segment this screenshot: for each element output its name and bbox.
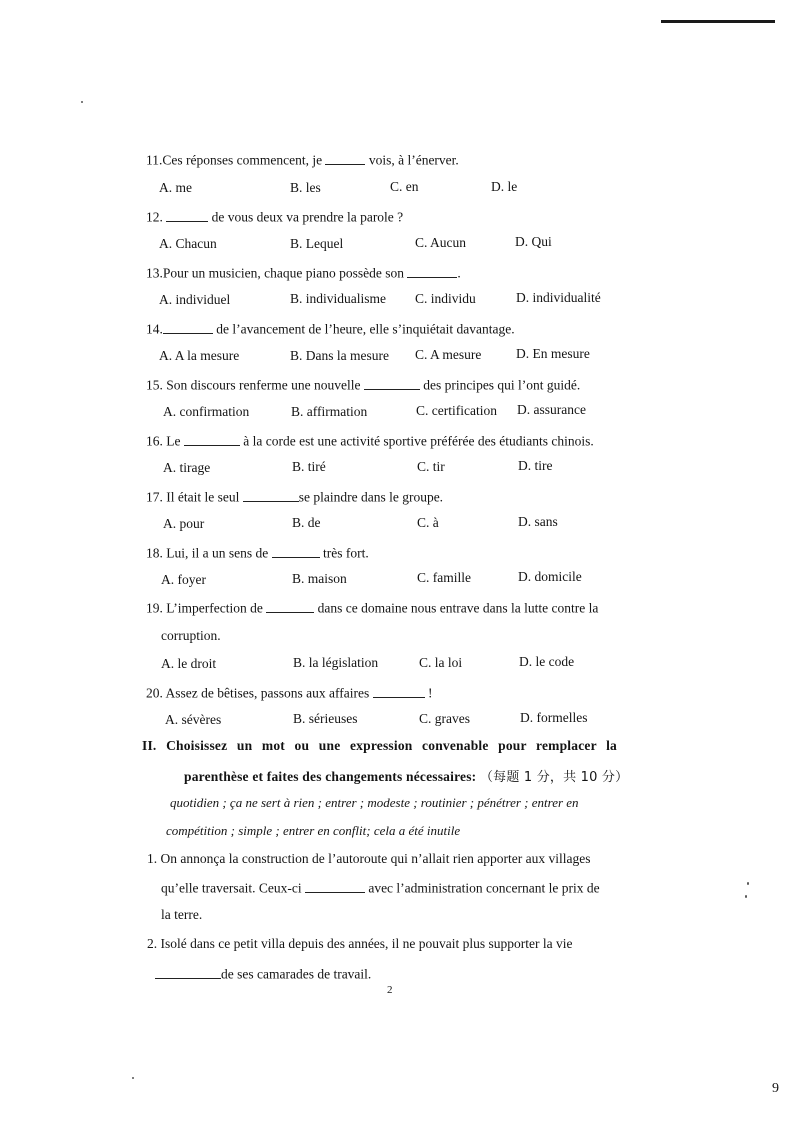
question-text: Le bbox=[166, 433, 184, 449]
section-points: （每题 1 分，共 10 分） bbox=[479, 770, 629, 785]
question-text: dans ce domaine nous entrave dans la lutte contre la bbox=[314, 600, 599, 616]
exercise-item-1-line3: la terre. bbox=[161, 907, 203, 922]
question-number: 11. bbox=[146, 152, 163, 168]
corner-number: 9 bbox=[772, 1081, 779, 1096]
option: C. graves bbox=[419, 711, 470, 726]
option: B. maison bbox=[292, 571, 347, 586]
page-number: 2 bbox=[387, 984, 393, 996]
question-15 bbox=[146, 375, 580, 394]
answer-blank bbox=[325, 150, 365, 165]
option: B. affirmation bbox=[291, 404, 368, 419]
section-numeral: II. bbox=[142, 738, 157, 753]
answer-blank bbox=[155, 964, 221, 979]
item-text: de ses camarades de travail. bbox=[221, 966, 372, 982]
answer-blank bbox=[305, 878, 365, 893]
question-text: ! bbox=[424, 685, 433, 701]
item-text: Isolé dans ce petit villa depuis des années, il ne pouvait plus supporter la vie bbox=[160, 936, 573, 951]
question-number: 14. bbox=[146, 321, 163, 337]
question-text: Pour un musicien, chaque piano possède son bbox=[162, 265, 408, 281]
question-text: Lui, il a un sens de bbox=[166, 545, 272, 561]
answer-blank bbox=[184, 431, 240, 446]
option: A. le droit bbox=[161, 656, 217, 671]
question-19-continuation: corruption. bbox=[161, 628, 221, 643]
option: A. pour bbox=[163, 516, 205, 531]
question-number: 18. bbox=[146, 545, 167, 561]
option: D. le code bbox=[519, 654, 575, 669]
option: C. Aucun bbox=[415, 235, 467, 250]
question-20 bbox=[146, 683, 432, 702]
option: D. assurance bbox=[517, 402, 586, 417]
option: D. formelles bbox=[520, 710, 588, 725]
scan-speck bbox=[747, 882, 749, 885]
option: D. tire bbox=[518, 458, 553, 473]
question-14 bbox=[146, 319, 515, 338]
scan-speck bbox=[81, 101, 83, 103]
option: C. en bbox=[390, 179, 419, 194]
option: A. me bbox=[159, 180, 192, 195]
question-number: 16. bbox=[146, 433, 167, 449]
question-text: des principes qui l’ont guidé. bbox=[419, 377, 581, 393]
top-rule bbox=[661, 20, 775, 23]
option: D. le bbox=[491, 179, 518, 194]
question-number: 12. bbox=[146, 209, 167, 225]
question-number: 15. bbox=[146, 377, 167, 393]
option: B. Lequel bbox=[290, 236, 344, 251]
option: A. foyer bbox=[161, 572, 206, 587]
answer-blank bbox=[243, 487, 299, 502]
option: C. à bbox=[417, 515, 439, 530]
question-13 bbox=[146, 263, 461, 282]
question-16 bbox=[146, 431, 594, 450]
question-text: L’imperfection de bbox=[166, 600, 267, 616]
question-text: de vous deux va prendre la parole ? bbox=[208, 209, 404, 225]
option: A. Chacun bbox=[159, 236, 217, 251]
answer-blank bbox=[364, 375, 420, 390]
question-18 bbox=[146, 543, 369, 562]
question-number: 13. bbox=[146, 265, 163, 281]
option: D. domicile bbox=[518, 569, 582, 584]
answer-blank bbox=[407, 263, 457, 278]
question-11 bbox=[146, 150, 459, 169]
option: B. Dans la mesure bbox=[290, 348, 389, 363]
item-text: avec l’administration concernant le prix de bbox=[364, 880, 600, 896]
option: B. la législation bbox=[293, 655, 379, 670]
answer-blank bbox=[373, 683, 425, 698]
option: B. les bbox=[290, 180, 321, 195]
word-bank-line: quotidien ; ça ne sert à rien ; entrer ; modeste ; routinier ; pénétrer ; entrer en bbox=[170, 795, 579, 810]
option: D. Qui bbox=[515, 234, 552, 249]
answer-blank bbox=[272, 543, 320, 558]
question-19 bbox=[146, 598, 598, 617]
section-title: parenthèse et faites des changements nécessaires: bbox=[184, 769, 477, 784]
question-text: Assez de bêtises, passons aux affaires bbox=[165, 685, 373, 701]
question-text: à la corde est une activité sportive préférée des étudiants chinois. bbox=[239, 433, 594, 449]
item-text: qu’elle traversait. Ceux-ci bbox=[161, 880, 305, 896]
scan-speck bbox=[132, 1077, 134, 1079]
option: A. sévères bbox=[165, 712, 222, 727]
option: B. individualisme bbox=[290, 291, 386, 306]
option: C. la loi bbox=[419, 655, 463, 670]
answer-blank bbox=[163, 319, 213, 334]
question-text: se plaindre dans le groupe. bbox=[298, 489, 444, 505]
option: C. tir bbox=[417, 459, 445, 474]
exercise-item-1 bbox=[147, 851, 590, 867]
option: B. tiré bbox=[292, 459, 326, 474]
option: B. de bbox=[292, 515, 321, 530]
question-12 bbox=[146, 207, 403, 226]
option: C. individu bbox=[415, 291, 476, 306]
option: A. A la mesure bbox=[159, 348, 240, 363]
question-text: . bbox=[457, 265, 461, 281]
question-text: très fort. bbox=[319, 545, 369, 561]
option: A. individuel bbox=[159, 292, 231, 307]
option: C. A mesure bbox=[415, 347, 482, 362]
option: D. individualité bbox=[516, 290, 601, 305]
section-heading-line2 bbox=[184, 766, 628, 785]
question-17 bbox=[146, 487, 443, 506]
option: D. sans bbox=[518, 514, 558, 529]
answer-blank bbox=[166, 207, 208, 222]
option: C. certification bbox=[416, 403, 497, 418]
option: C. famille bbox=[417, 570, 471, 585]
item-number: 1. bbox=[147, 851, 158, 866]
scan-speck bbox=[745, 895, 747, 898]
question-number: 17. bbox=[146, 489, 167, 505]
word-bank-line: compétition ; simple ; entrer en conflit; cela a été inutile bbox=[166, 823, 461, 838]
question-text: vois, à l’énerver. bbox=[365, 152, 459, 168]
question-text: Il était le seul bbox=[166, 489, 243, 505]
option: A. tirage bbox=[163, 460, 211, 475]
item-number: 2. bbox=[147, 936, 158, 951]
exercise-item-2 bbox=[147, 936, 573, 952]
question-text: Ces réponses commencent, je bbox=[162, 152, 326, 168]
exercise-item-1-line2 bbox=[161, 878, 600, 897]
section-title: Choisissez un mot ou une expression convenable pour remplacer la bbox=[166, 738, 618, 753]
question-text: Son discours renferme une nouvelle bbox=[166, 377, 364, 393]
option: B. sérieuses bbox=[293, 711, 358, 726]
question-number: 19. bbox=[146, 600, 167, 616]
exercise-item-2-line2 bbox=[155, 964, 371, 983]
item-text: On annonça la construction de l’autoroute qui n’allait rien apporter aux villages bbox=[160, 851, 591, 866]
option: A. confirmation bbox=[163, 404, 250, 419]
option: D. En mesure bbox=[516, 346, 590, 361]
answer-blank bbox=[266, 598, 314, 613]
section-heading bbox=[142, 738, 617, 754]
question-number: 20. bbox=[146, 685, 166, 701]
question-text: de l’avancement de l’heure, elle s’inquiétait davantage. bbox=[212, 321, 515, 337]
